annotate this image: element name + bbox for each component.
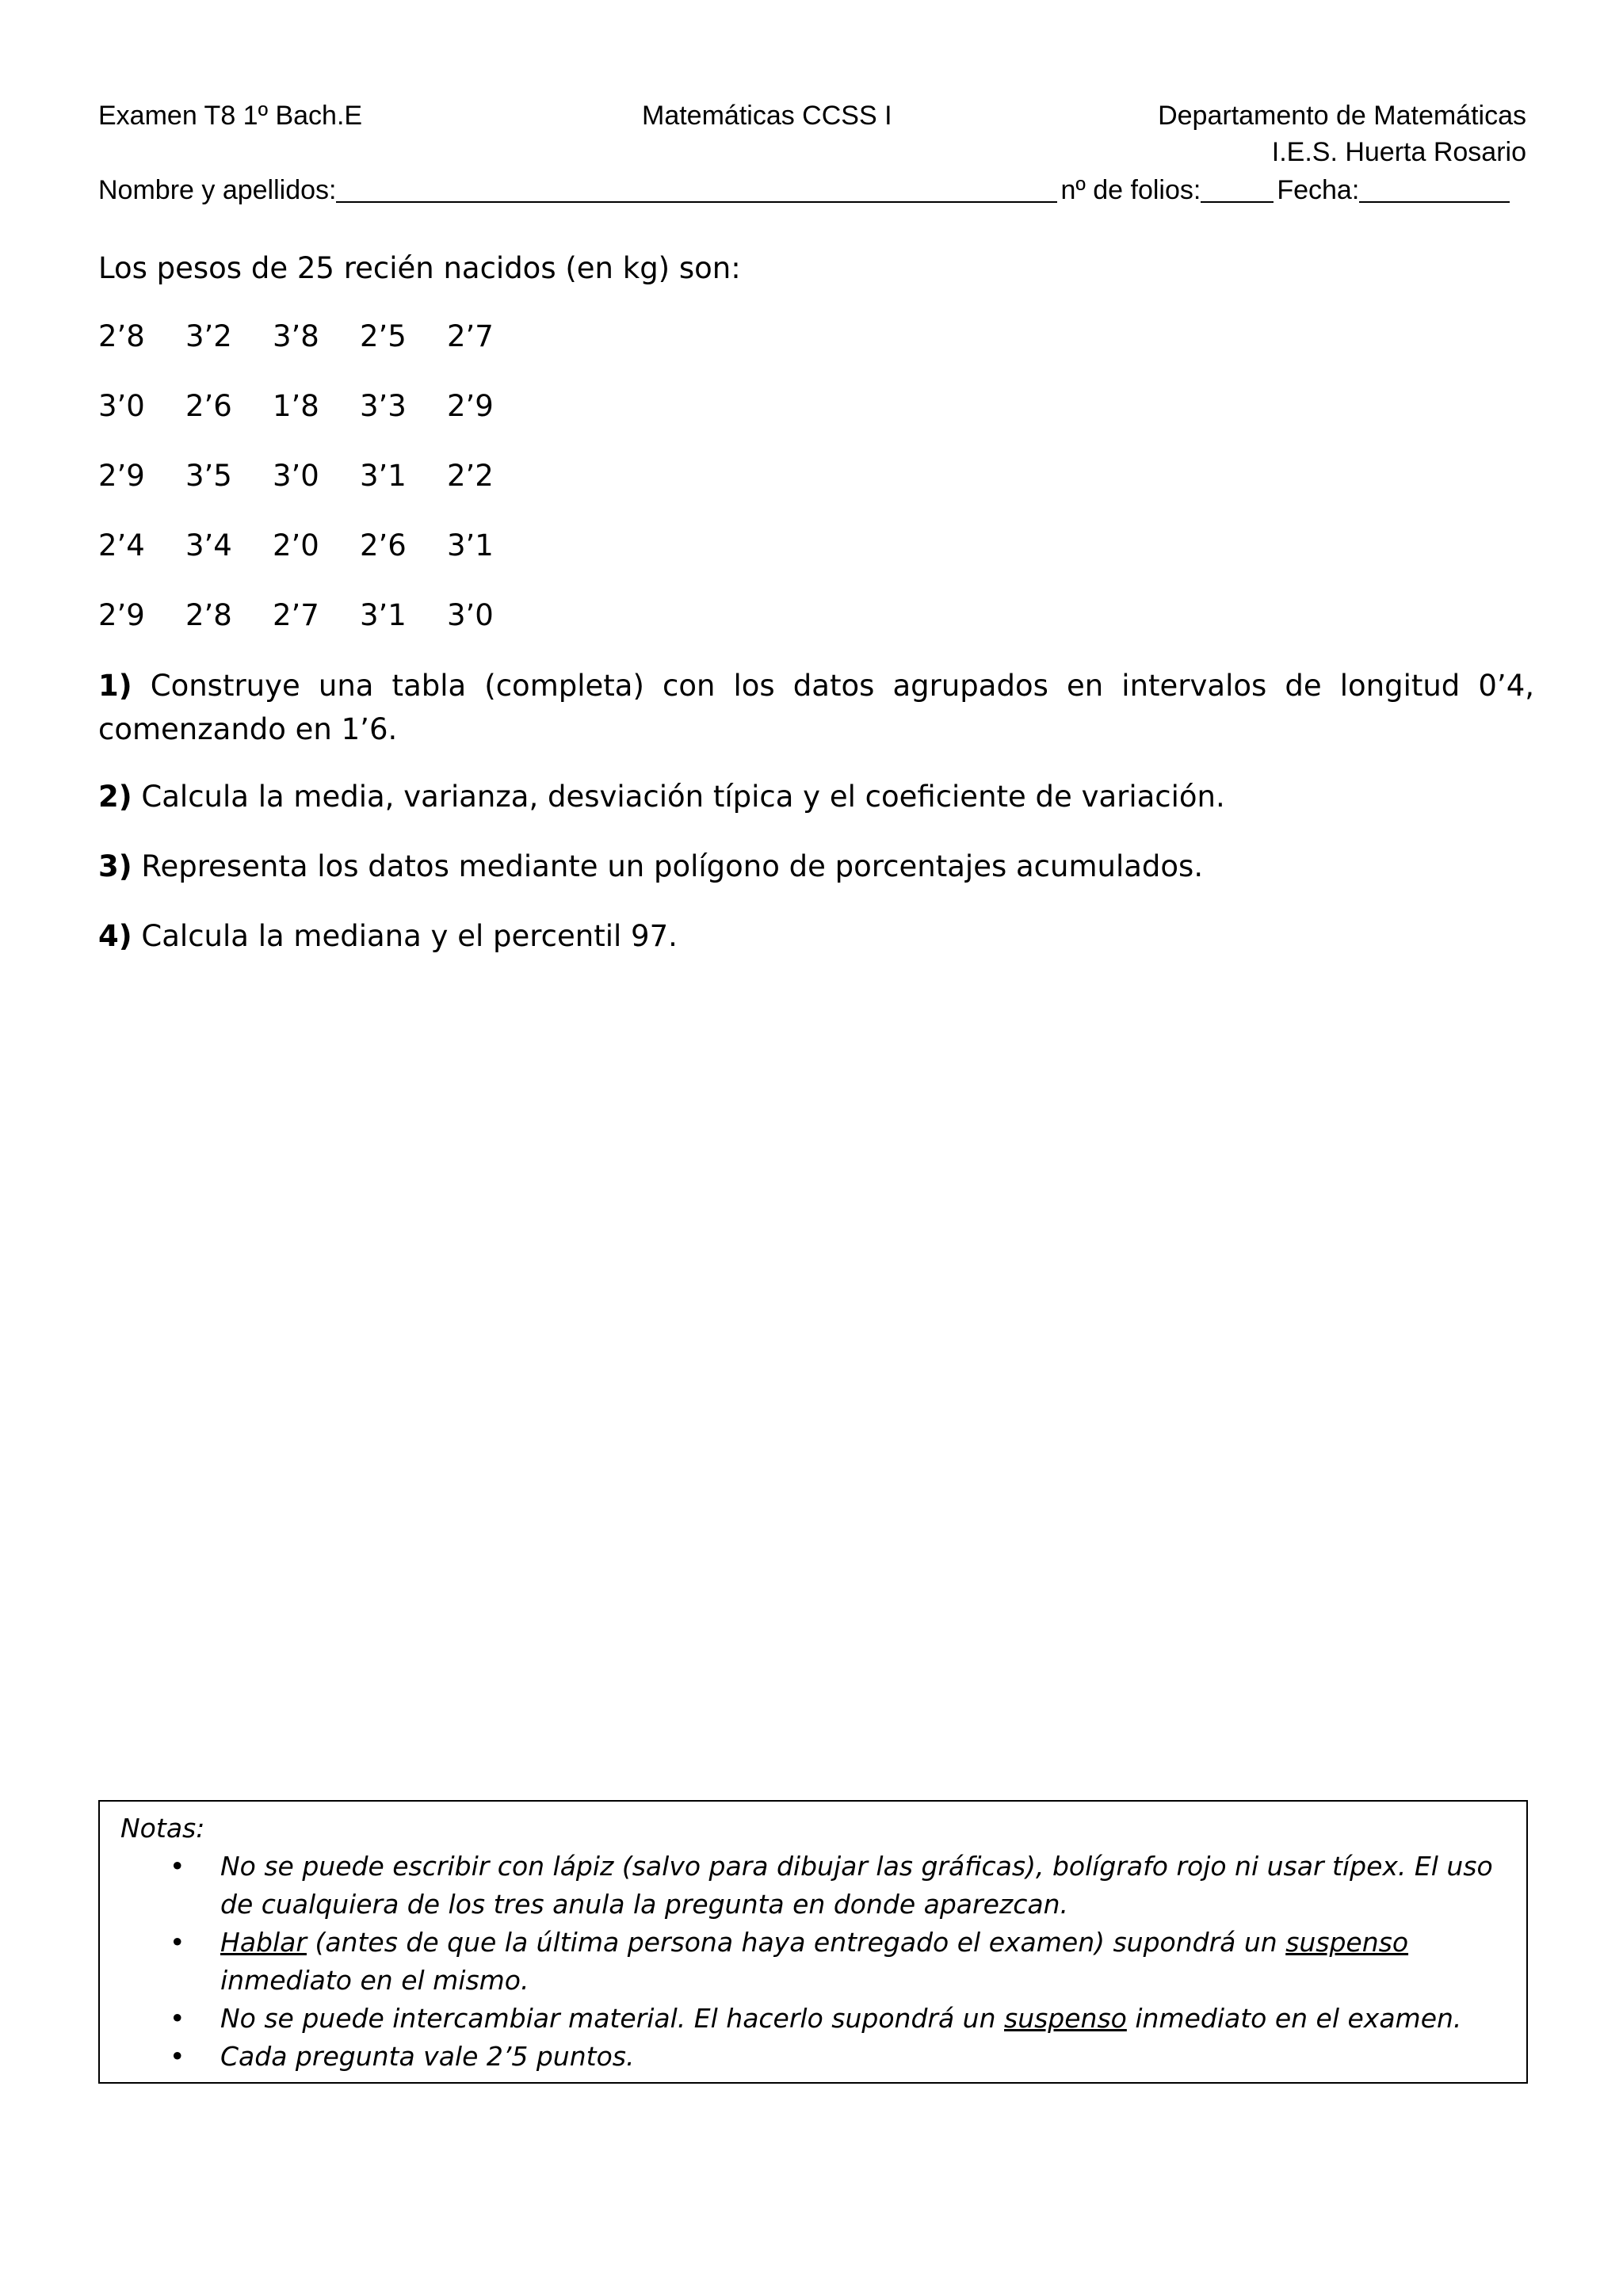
note-text-underlined: Hablar [220, 1927, 307, 1958]
question-text: Calcula la media, varianza, desviación típica y el coeficiente de variación. [132, 780, 1225, 814]
data-value: 2’5 [360, 319, 407, 353]
date-label: Fecha: [1277, 175, 1360, 205]
note-text: inmediato en el mismo. [220, 1965, 529, 1996]
data-value: 3’0 [98, 389, 145, 423]
data-value: 3’0 [273, 459, 319, 493]
notes-box [98, 1800, 1528, 2084]
data-value: 2’8 [98, 319, 145, 353]
data-value: 3’5 [185, 459, 232, 493]
data-value: 2’6 [360, 528, 407, 563]
question-1 [98, 664, 1534, 751]
data-value: 2’2 [447, 459, 494, 493]
data-value: 3’1 [360, 598, 407, 632]
note-item [220, 2038, 1507, 2076]
question-number: 3) [98, 849, 132, 883]
note-item [220, 1924, 1507, 2000]
data-value: 2’9 [98, 459, 145, 493]
question-2 [98, 775, 1534, 818]
subject-title: Matemáticas CCSS I [642, 101, 892, 131]
data-value: 2’7 [273, 598, 319, 632]
folios-label: nº de folios: [1060, 175, 1201, 205]
department-name: Departamento de Matemáticas [1158, 101, 1526, 131]
question-text: Representa los datos mediante un polígono de porcentajes acumulados. [132, 849, 1204, 883]
folios-blank-field[interactable] [1201, 177, 1274, 203]
notes-title: Notas: [120, 1813, 205, 1844]
data-value: 2’7 [447, 319, 494, 353]
data-row [98, 317, 534, 357]
data-value: 3’4 [185, 528, 232, 563]
data-value: 2’8 [185, 598, 232, 632]
note-item [220, 2000, 1507, 2038]
data-value: 2’4 [98, 528, 145, 563]
name-blank-field[interactable] [336, 177, 1057, 203]
notes-list [120, 1848, 1507, 2076]
question-4 [98, 914, 1534, 958]
data-value: 3’0 [447, 598, 494, 632]
data-value: 2’0 [273, 528, 319, 563]
note-item [220, 1848, 1507, 1924]
data-value: 2’9 [98, 598, 145, 632]
data-value: 3’8 [273, 319, 319, 353]
question-number: 4) [98, 919, 132, 953]
data-value: 3’3 [360, 389, 407, 423]
data-value: 3’2 [185, 319, 232, 353]
data-value: 1’8 [273, 389, 319, 423]
data-value: 2’9 [447, 389, 494, 423]
intro-text: Los pesos de 25 recién nacidos (en kg) son: [98, 251, 741, 285]
question-text: Calcula la mediana y el percentil 97. [132, 919, 678, 953]
note-text: inmediato en el examen. [1126, 2003, 1462, 2034]
data-value: 3’1 [360, 459, 407, 493]
question-number: 2) [98, 780, 132, 814]
note-text: Cada pregunta vale 2’5 puntos. [220, 2041, 635, 2072]
question-number: 1) [98, 669, 132, 703]
data-value: 3’1 [447, 528, 494, 563]
note-text: No se puede intercambiar material. El hacerlo supondrá un [220, 2003, 1004, 2034]
note-text: (antes de que la última persona haya entregado el examen) supondrá un [306, 1927, 1286, 1958]
data-row [98, 596, 534, 635]
note-text-underlined: suspenso [1285, 1927, 1409, 1958]
date-blank-field[interactable] [1359, 177, 1510, 203]
school-name: I.E.S. Huerta Rosario [1271, 137, 1526, 167]
data-value: 2’6 [185, 389, 232, 423]
note-text: No se puede escribir con lápiz (salvo para dibujar las gráficas), bolígrafo rojo ni usar típex. El uso de cualquiera de los tres anula la pregunta en donde aparezcan. [220, 1851, 1493, 1920]
note-text-underlined: suspenso [1004, 2003, 1127, 2034]
student-info-line [98, 174, 1533, 206]
exam-title: Examen T8 1º Bach.E [98, 101, 363, 131]
data-row [98, 526, 534, 566]
name-label: Nombre y apellidos: [98, 175, 337, 205]
question-3 [98, 845, 1534, 888]
data-row [98, 456, 534, 496]
data-row [98, 387, 534, 426]
question-text: Construye una tabla (completa) con los datos agrupados en intervalos de longitud 0’4, comenzando en 1’6. [98, 669, 1534, 746]
